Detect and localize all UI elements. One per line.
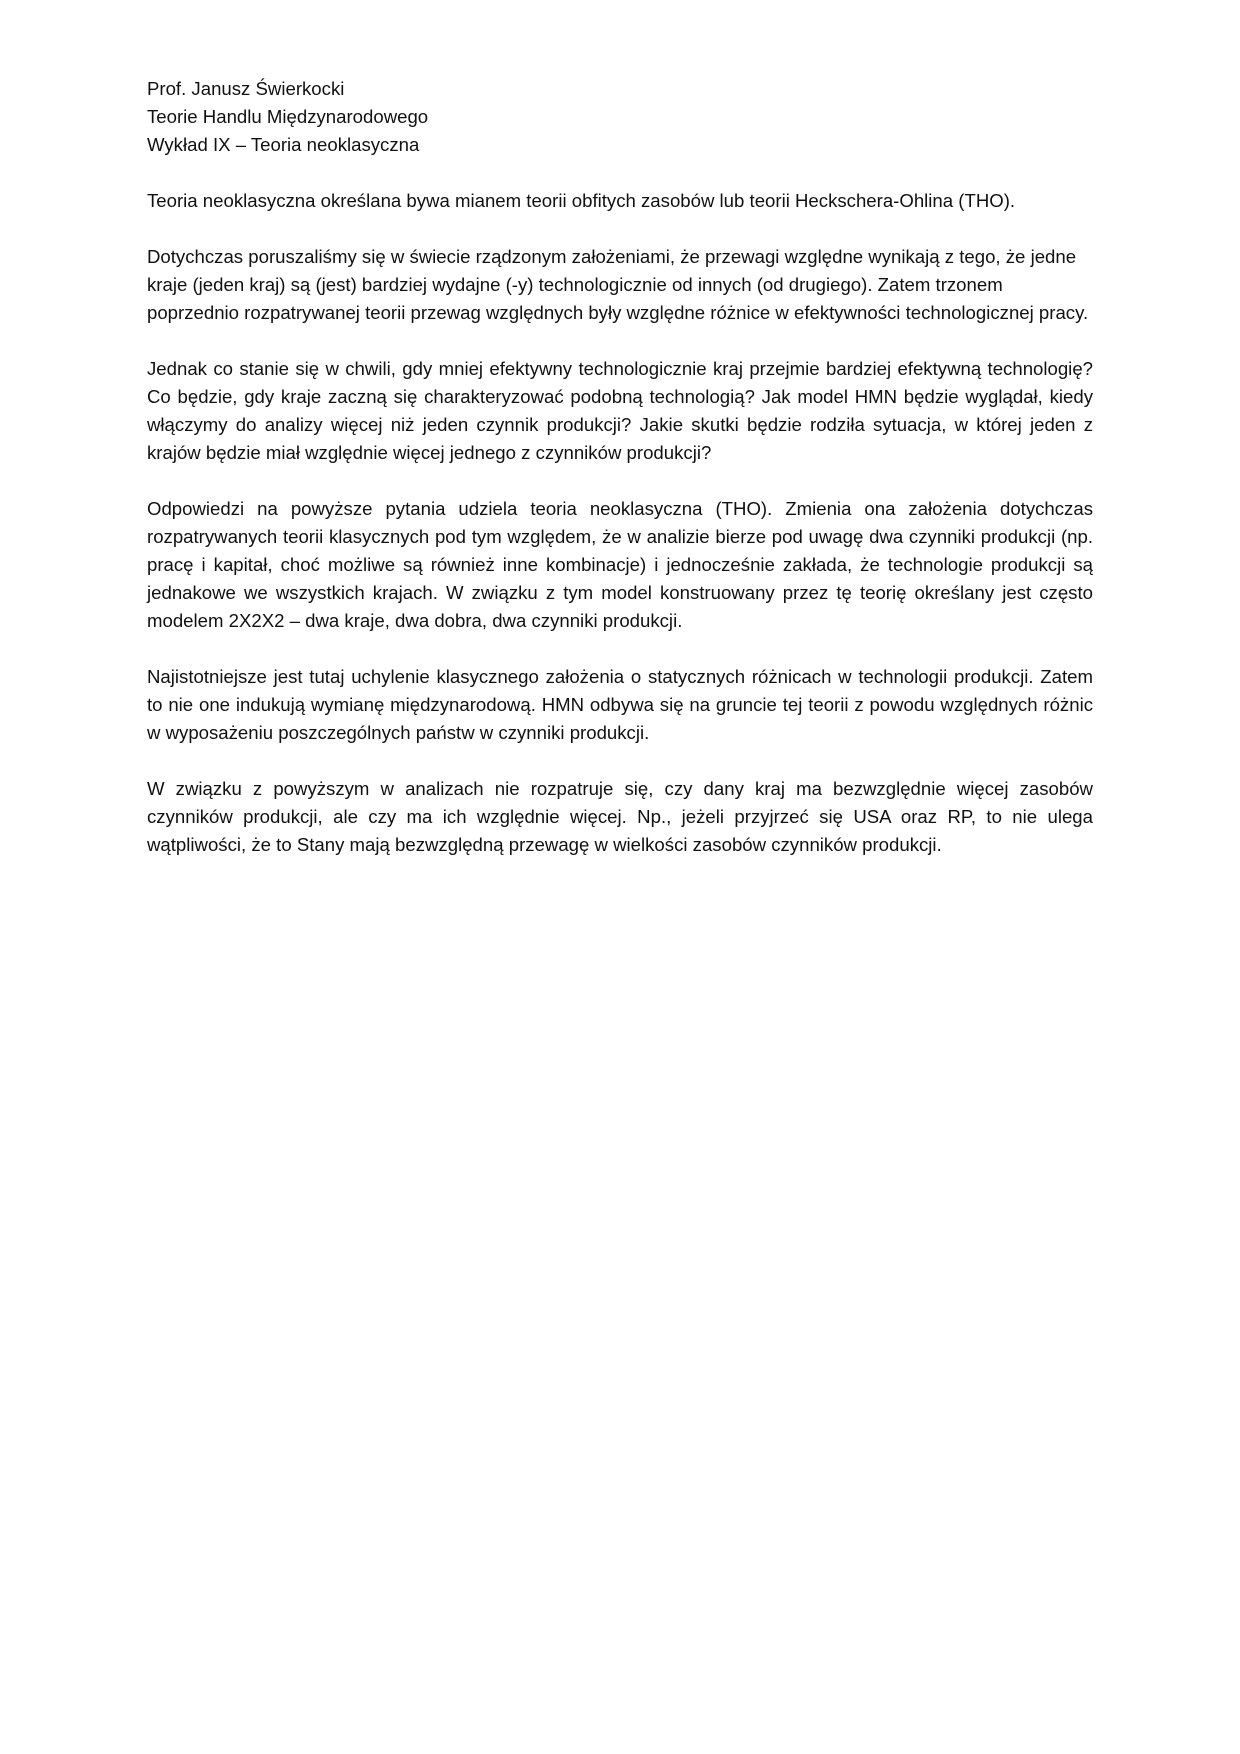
course-line: Teorie Handlu Międzynarodowego [147,106,429,127]
paragraph-answer: Odpowiedzi na powyższe pytania udziela teoria neoklasyczna (THO). Zmienia ona założenia dotychczas rozpatrywanych teorii klasycznych pod tym względem, że w analizie bierze pod uwagę dwa czynniki produkcji (np. pracę i kapitał, choć możliwe są również inne kombinacje) i jednocześnie zakłada, że technologie produkcji są jednakowe we wszystkich krajach. W związku z tym model konstruowany przez tę teorię określany jest często modelem 2X2X2 – dwa kraje, dwa dobra, dwa czynniki produkcji. [147,498,1093,631]
lecture-title: Wykład IX – Teoria neoklasyczna [147,134,420,155]
document-body [147,75,1093,859]
paragraph-key-assumption: Najistotniejsze jest tutaj uchylenie klasycznego założenia o statycznych różnicach w technologii produkcji. Zatem to nie one indukują wymianę międzynarodową. HMN odbywa się na gruncie tej teorii z powodu względnych różnic w wyposażeniu poszczególnych państw w czynniki produkcji. [147,666,1093,743]
paragraph-intro: Teoria neoklasyczna określana bywa mianem teorii obfitych zasobów lub teorii Heckschera-Ohlina (THO). [147,190,1016,211]
paragraph-questions: Jednak co stanie się w chwili, gdy mniej efektywny technologicznie kraj przejmie bardziej efektywną technologię? Co będzie, gdy kraje zaczną się charakteryzować podobną technologią? Jak model HMN będzie wyglądał, kiedy włączymy do analizy więcej niż jeden czynnik produkcji? Jakie skutki będzie rodziła sytuacja, w której jeden z krajów będzie miał względnie więcej jednego z czynników produkcji? [147,358,1093,463]
author-line: Prof. Janusz Świerkocki [147,78,345,99]
paragraph-relative-endowment: W związku z powyższym w analizach nie rozpatruje się, czy dany kraj ma bezwzględnie więcej zasobów czynników produkcji, ale czy ma ich względnie więcej. Np., jeżeli przyjrzeć się USA oraz RP, to nie ulega wątpliwości, że to Stany mają bezwzględną przewagę w wielkości zasobów czynników produkcji. [147,778,1093,855]
document-header [147,75,1093,159]
paragraph-previous-assumptions: Dotychczas poruszaliśmy się w świecie rządzonym założeniami, że przewagi względne wynikają z tego, że jedne kraje (jeden kraj) są (jest) bardziej wydajne (-y) technologicznie od innych (od drugiego). Zatem trzonem poprzednio rozpatrywanej teorii przewag względnych były względne różnice w efektywności technologicznej pracy. [147,246,1089,323]
